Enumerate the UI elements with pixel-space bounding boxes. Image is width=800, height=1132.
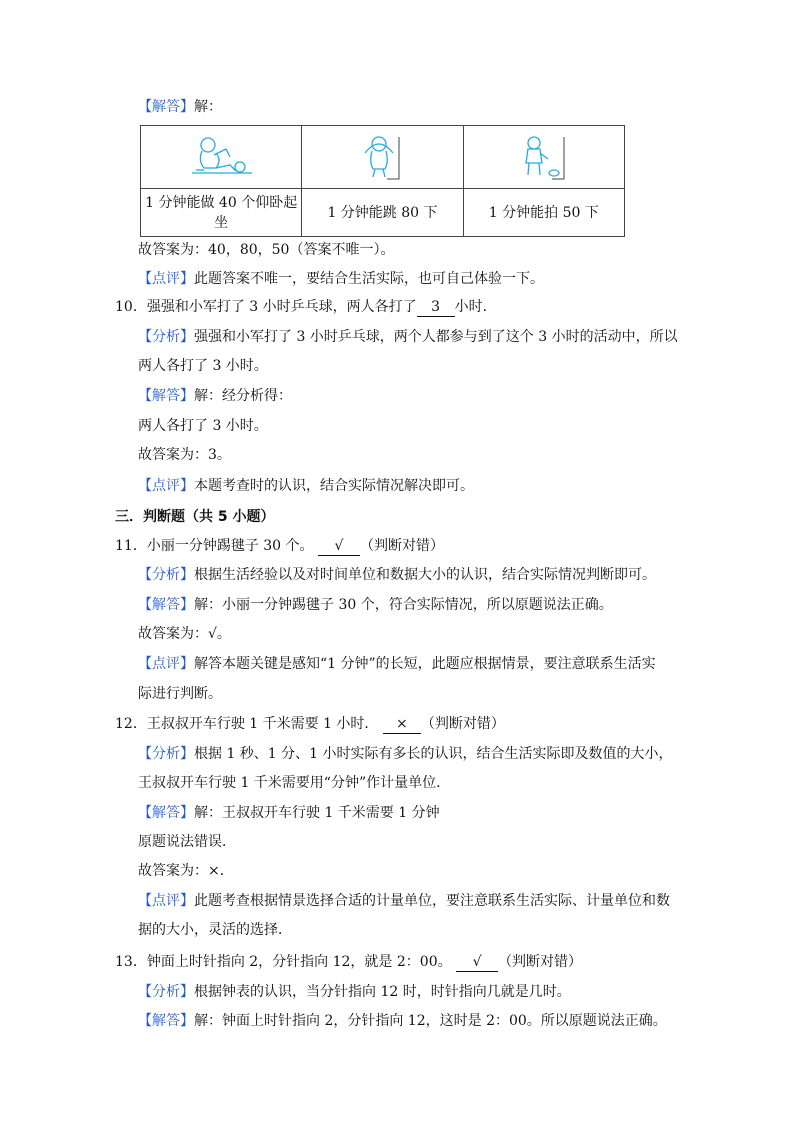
answer-line (138, 386, 292, 406)
analysis-line (138, 327, 678, 347)
answer-text: 解：王叔叔开车行驶 1 千米需要 1 分钟 (194, 805, 440, 821)
question-13-stem (115, 952, 582, 972)
activity-table (140, 125, 625, 237)
answer-blank: √ (456, 953, 498, 972)
stem-text: 10．强强和小军打了 3 小时乒乓球，两人各打了 (115, 299, 417, 315)
analysis-text: 根据生活经验以及对时间单位和数据大小的认识，结合实际情况判断即可。 (194, 567, 656, 583)
table-cell-caption-ball (463, 189, 624, 237)
table-cell-rope-image (302, 126, 463, 189)
answer-tag: 【解答】 (138, 597, 194, 613)
stem-text: 小时． (454, 299, 497, 315)
caption-line: 坐 (214, 214, 229, 231)
comment-tag: 【点评】 (138, 271, 194, 287)
comment-line (138, 269, 544, 289)
analysis-tag: 【分析】 (138, 984, 194, 1000)
stem-text: 13．钟面上时针指向 2，分针指向 12，就是 2：00。 (115, 954, 452, 970)
comment-tag: 【点评】 (138, 656, 194, 672)
comment-text: 本题考查时的认识，结合实际情况解决即可。 (194, 478, 474, 494)
analysis-line (138, 565, 656, 585)
analysis-line (138, 982, 571, 1002)
answer-tag: 【解答】 (138, 1013, 194, 1029)
answer-line: 原题说法错误． (138, 834, 236, 850)
comment-line (138, 654, 656, 674)
comment-line (138, 476, 474, 496)
ball-bouncing-figure-icon (516, 133, 572, 181)
analysis-line (138, 744, 673, 764)
rope-skipping-figure-icon (357, 133, 407, 181)
answer-tag: 【解答】 (138, 99, 194, 115)
table-cell-sit-up-image (141, 126, 302, 189)
table-cell-caption-rope (302, 189, 463, 237)
comment-tag: 【点评】 (138, 478, 194, 494)
answer-text: 解：小丽一分钟踢毽子 30 个，符合实际情况，所以原题说法正确。 (194, 597, 613, 613)
analysis-tag: 【分析】 (138, 746, 194, 762)
comment-text: 解答本题关键是感知“1 分钟”的长短，此题应根据情景，要注意联系生活实 (194, 656, 656, 672)
caption-line: 1 分钟能跳 80 下 (327, 204, 438, 221)
question-12-stem (115, 714, 505, 734)
analysis-line: 王叔叔开车行驶 1 千米需要用“分钟”作计量单位． (138, 775, 451, 791)
comment-tag: 【点评】 (138, 893, 194, 909)
answer-text: 解：经分析得： (194, 388, 292, 404)
comment-text: 此题考查根据情景选择合适的计量单位，要注意联系生活实际、计量单位和数 (194, 893, 670, 909)
answer-tag: 【解答】 (138, 805, 194, 821)
answer-tag: 【解答】 (138, 388, 194, 404)
table-cell-caption-sit-up (141, 189, 302, 237)
stem-text: 12．王叔叔开车行驶 1 千米需要 1 小时． (115, 716, 379, 732)
analysis-text: 根据 1 秒、1 分、1 小时实际有多长的认识，结合生活实际即及数值的大小， (194, 746, 673, 762)
sit-up-figure-icon (186, 135, 256, 179)
answer-blank: × (383, 715, 421, 734)
answer-blank: 3 (417, 298, 455, 317)
comment-line: 际进行判断。 (138, 686, 222, 702)
result-line: 故答案为：3。 (138, 447, 231, 463)
answer-blank: √ (318, 537, 360, 556)
analysis-tag: 【分析】 (138, 329, 194, 345)
analysis-text: 根据钟表的认识，当分针指向 12 时，时针指向几就是几时。 (194, 984, 571, 1000)
question-10-stem (115, 297, 497, 317)
answer-text: 解： (194, 99, 222, 115)
analysis-line: 两人各打了 3 小时。 (138, 358, 268, 374)
analysis-text: 强强和小军打了 3 小时乒乓球，两个人都参与到了这个 3 小时的活动中，所以 (194, 329, 678, 345)
comment-text: 此题答案不唯一，要结合生活实际，也可自己体验一下。 (194, 271, 544, 287)
stem-text: 11．小丽一分钟踢毽子 30 个。 (115, 538, 314, 554)
stem-suffix: （判断对错） (420, 716, 505, 732)
answer-line: 两人各打了 3 小时。 (138, 418, 268, 434)
stem-suffix: （判断对错） (498, 954, 583, 970)
table-cell-ball-image (463, 126, 624, 189)
answer-line (138, 803, 440, 823)
result-line: 故答案为：×． (138, 863, 234, 879)
caption-line: 1 分钟能拍 50 下 (488, 204, 599, 221)
answer-line (138, 1011, 667, 1031)
result-line: 故答案为：√。 (138, 626, 231, 642)
section-title: 三．判断题（共 5 小题） (115, 509, 275, 525)
caption-line: 1 分钟能做 40 个仰卧起 (145, 194, 298, 211)
question-11-stem (115, 536, 444, 556)
analysis-tag: 【分析】 (138, 567, 194, 583)
stem-suffix: （判断对错） (359, 538, 444, 554)
answer-line (138, 595, 613, 615)
answer-text: 解：钟面上时针指向 2，分针指向 12，这时是 2：00。所以原题说法正确。 (194, 1013, 667, 1029)
comment-line (138, 891, 670, 911)
comment-line: 据的大小，灵活的选择． (138, 922, 292, 938)
result-line: 故答案为：40，80，50（答案不唯一）。 (138, 242, 395, 258)
answer-line (138, 97, 222, 117)
